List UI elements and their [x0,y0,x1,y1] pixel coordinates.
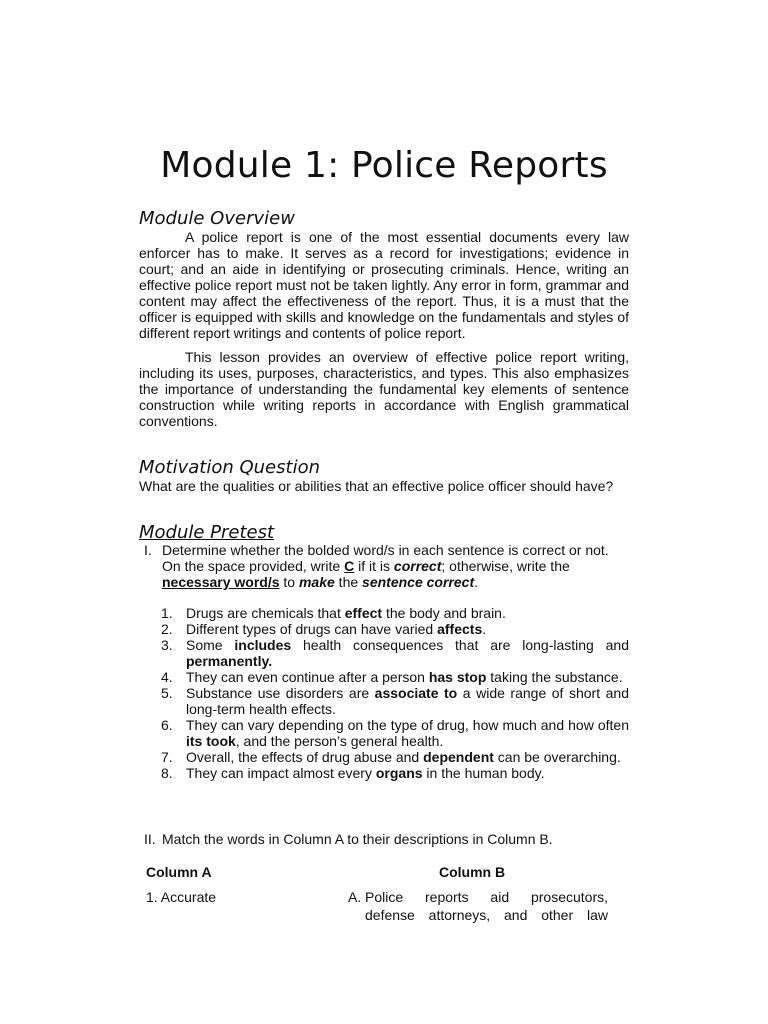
page-title: Module 1: Police Reports [160,145,608,186]
module-pretest-heading: Module Pretest [139,522,275,543]
list-item: 7. Overall, the effects of drug abuse and dependent can be overarching. [161,749,621,765]
module-overview-heading: Module Overview [139,208,295,229]
pretest-item-list [139,605,629,781]
overview-paragraph-1-text: A police report is one of the most essential documents every law enforcer has to make. It serves as a record for investigations; evidence in court; and an aide in identifying or prosecuting criminals. Hence, writing an effective police report must not be taken lightly. Any error in form, grammar and content may affect the effectiveness of the report. Thus, it is a must that the officer is equipped with skills and knowledge on the fundamentals and styles of different report writings and contents of police report. [139,229,629,341]
motivation-question-text: What are the qualities or abilities that an effective police officer should have? [139,478,614,494]
column-b-item-line-1: Police reports aid prosecutors, [365,889,608,905]
list-item: 3. Some includes health consequences that are long-lasting and permanently. [161,637,629,669]
column-a-header: Column A [146,864,212,880]
part-2-text: Match the words in Column A to their descriptions in Column B. [162,831,553,847]
motivation-question-heading: Motivation Question [139,457,320,478]
part-1-numeral: I. [144,542,152,558]
column-a-item: 1. Accurate [146,889,217,905]
overview-paragraph-1 [139,229,629,341]
list-item: 5. Substance use disorders are associate to a wide range of short and long-term health effects. [161,685,629,717]
pretest-part-2-instructions [139,831,629,847]
column-b-item-line-2: defense attorneys, and other law [365,907,608,923]
pretest-part-1-instructions [139,542,629,590]
column-b-item-letter: A. [348,889,362,905]
column-b-header: Column B [439,864,506,880]
list-item: 1. Drugs are chemicals that effect the body and brain. [161,605,506,621]
overview-paragraph-2 [139,349,629,429]
part-1-text: Determine whether the bolded word/s in each sentence is correct or not. On the space provided, write C if it is correct; otherwise, write the necessary word/s to make the sentence correct. [162,542,609,590]
list-item: 4. They can even continue after a person has stop taking the substance. [161,669,623,685]
list-item: 2. Different types of drugs can have varied affects. [161,621,487,637]
list-item: 8. They can impact almost every organs in the human body. [161,765,545,781]
list-item: 6. They can vary depending on the type of drug, how much and how often its took, and the person’s general health. [161,717,629,749]
column-b-item [348,888,608,924]
part-2-numeral: II. [144,831,156,847]
overview-paragraph-2-text: This lesson provides an overview of effective police report writing, including its uses, purposes, characteristics, and types. This also emphasizes the importance of understanding the fundamental key elements of sentence construction while writing reports in accordance with English grammatical conventions. [139,349,629,429]
